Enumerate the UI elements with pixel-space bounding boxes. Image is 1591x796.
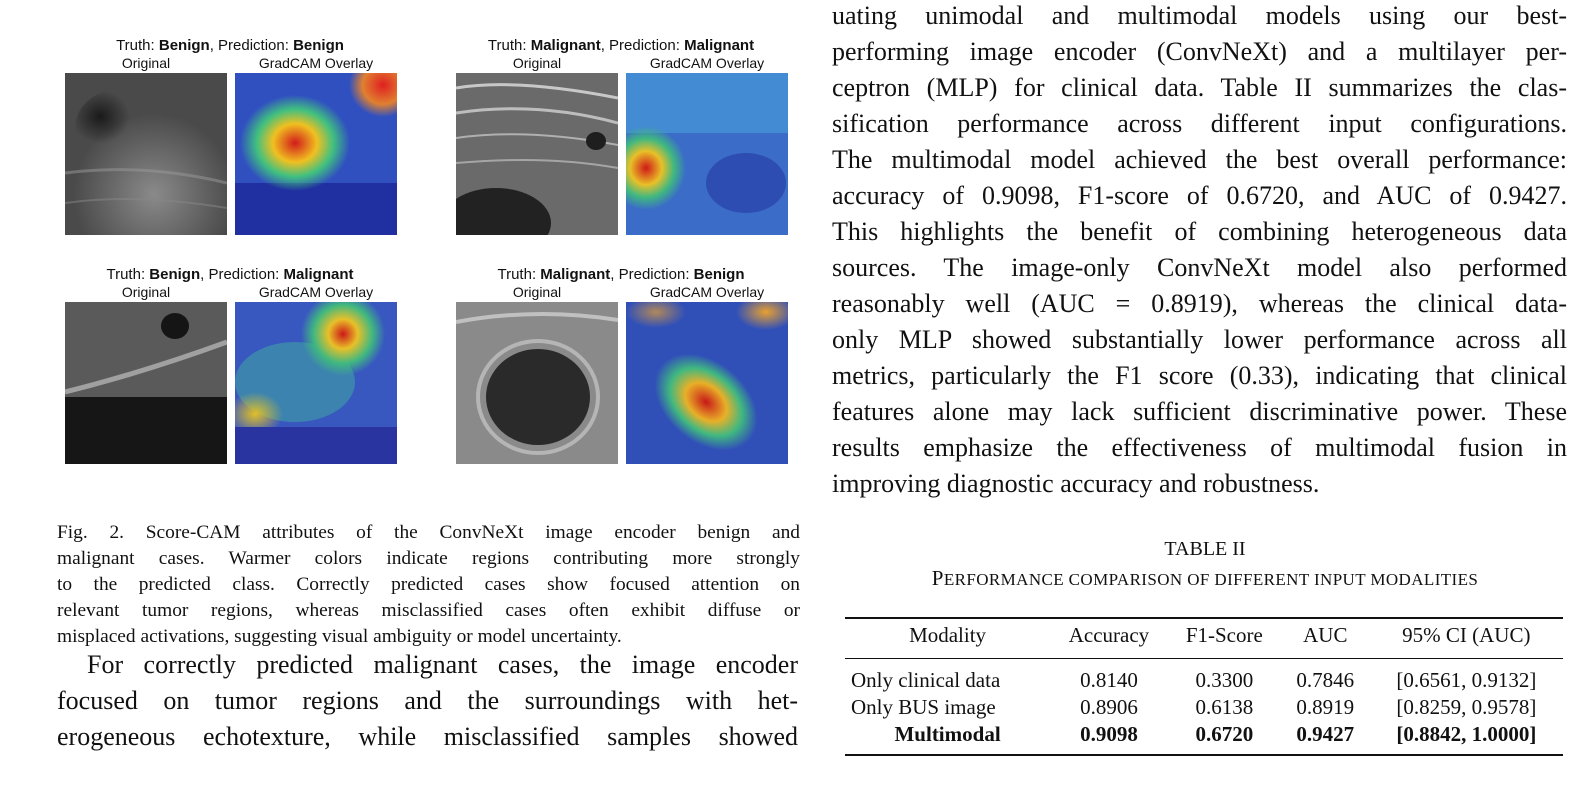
text-line: For correctly predicted malignant cases, the image encoder: [87, 650, 798, 679]
text-line: focused on tumor regions and the surroundings with het-: [57, 686, 798, 715]
gradcam-overlay-image: [626, 302, 788, 464]
ultrasound-image: [456, 302, 618, 464]
panel-title: Truth: Malignant, Prediction: Benign: [497, 266, 745, 283]
column-header: AUC: [1281, 618, 1370, 659]
ultrasound-image: [65, 73, 227, 235]
text-line: accuracy of 0.9098, F1-score of 0.6720, and AUC of 0.9427.: [832, 181, 1567, 210]
figure-panel-2: [456, 36, 786, 235]
column-header: F1-Score: [1168, 618, 1281, 659]
text-line: ceptron (MLP) for clinical data. Table II summarizes the clas-: [832, 73, 1567, 102]
gradcam-overlay-image: [235, 302, 397, 464]
left-paragraph: [57, 647, 798, 755]
table-title: PERFORMANCE COMPARISON OF DIFFERENT INPUT MODALITIES: [931, 566, 1479, 590]
panel-title: Truth: Benign, Prediction: Benign: [116, 37, 344, 54]
text-line: sources. The image-only ConvNeXt model also performed: [832, 253, 1567, 282]
text-line: improving diagnostic accuracy and robustness.: [832, 469, 1320, 498]
panel-title: Truth: Malignant, Prediction: Malignant: [487, 37, 755, 54]
original-label: Original: [121, 55, 171, 71]
column-header: Accuracy: [1050, 618, 1168, 659]
original-label: Original: [121, 284, 171, 300]
ultrasound-image: [65, 302, 227, 464]
gradcam-overlay-image: [235, 73, 397, 235]
figure-panel-3: [65, 265, 395, 464]
figure-panel-1: [65, 36, 395, 235]
text-line: only MLP showed substantially lower performance across all: [832, 325, 1567, 354]
text-line: performing image encoder (ConvNeXt) and a multilayer per-: [832, 37, 1567, 66]
text-line: The multimodal model achieved the best overall performance:: [832, 145, 1567, 174]
text-line: features alone may lack sufficient discriminative power. These: [832, 397, 1567, 426]
overlay-label: GradCAM Overlay: [258, 55, 374, 71]
panel-title: Truth: Benign, Prediction: Malignant: [106, 266, 354, 283]
original-label: Original: [512, 55, 562, 71]
right-paragraph: [832, 0, 1567, 502]
text-line: uating unimodal and multimodal models using our best-: [832, 1, 1567, 30]
results-table: [845, 617, 1563, 756]
original-label: Original: [512, 284, 562, 300]
gradcam-overlay-image: [626, 73, 788, 235]
figure-panel-4: [456, 265, 786, 464]
table-row: Multimodal 0.9098 0.6720 0.9427 [0.8842, 1.0000]: [845, 721, 1563, 755]
text-line: erogeneous echotexture, while misclassified samples showed: [57, 722, 798, 751]
text-line: reasonably well (AUC = 0.8919), whereas the clinical data-: [832, 289, 1567, 318]
text-line: sification performance across different input configurations.: [832, 109, 1567, 138]
table-row: Only clinical data 0.8140 0.3300 0.7846 [0.6561, 0.9132]: [851, 668, 1537, 692]
table-row: Only BUS image 0.8906 0.6138 0.8919 [0.8259, 0.9578]: [851, 695, 1537, 719]
figure-caption: Fig. 2. Score-CAM attributes of the ConvNeXt image encoder benign and malignant cases. Warmer colors indicate regions contributing more strongly to the predicted class. Correctly predicted cases show focused attention on relevant tumor regions, whereas misclassified cases often exhibit diffuse or misplaced activations, suggesting visual ambiguity or model uncertainty.: [57, 522, 800, 647]
column-header: 95% CI (AUC): [1370, 618, 1563, 659]
overlay-label: GradCAM Overlay: [649, 55, 765, 71]
column-header: Modality: [845, 618, 1050, 659]
text-line: metrics, particularly the F1 score (0.33), indicating that clinical: [832, 361, 1567, 390]
overlay-label: GradCAM Overlay: [649, 284, 765, 300]
table-number: TABLE II: [1164, 538, 1246, 560]
overlay-label: GradCAM Overlay: [258, 284, 374, 300]
text-line: This highlights the benefit of combining heterogeneous data: [832, 217, 1567, 246]
ultrasound-image: [456, 73, 618, 235]
text-line: results emphasize the effectiveness of multimodal fusion in: [832, 433, 1567, 462]
